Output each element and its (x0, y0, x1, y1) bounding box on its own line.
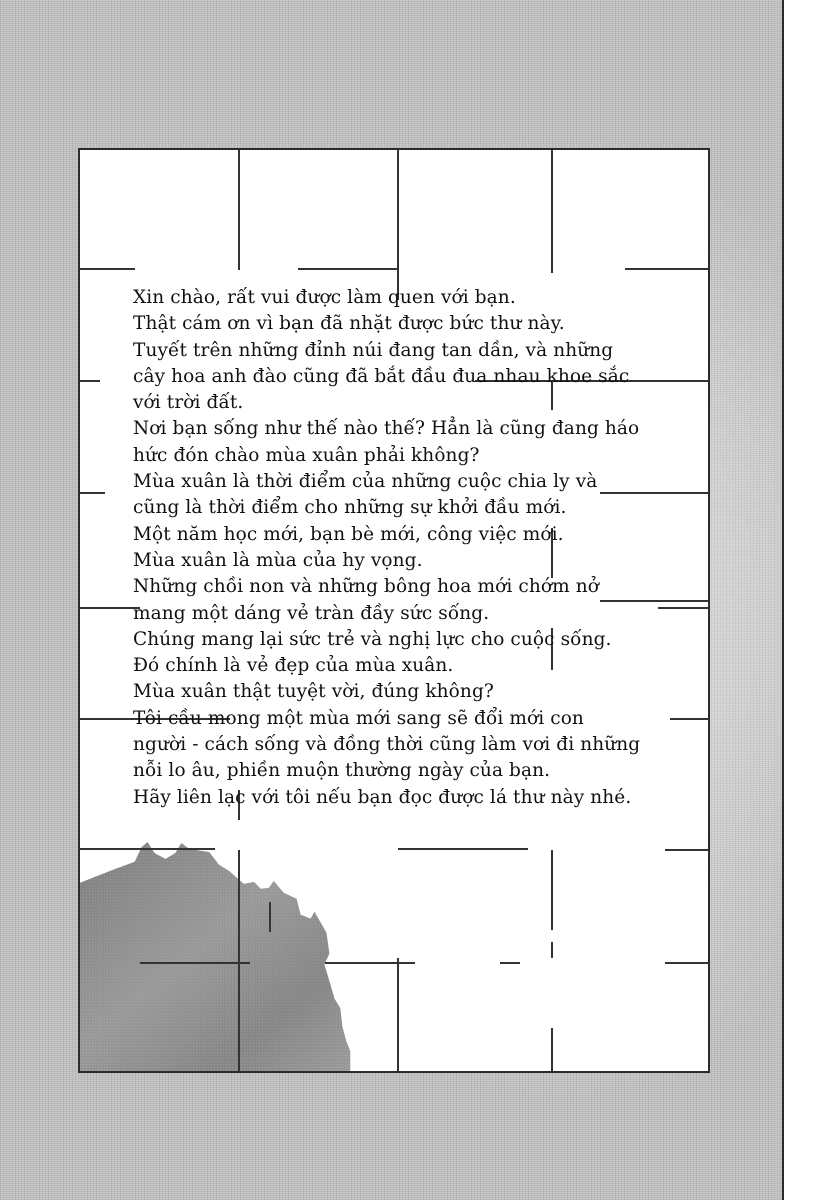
grid-line (665, 962, 710, 964)
page-border-rule (782, 0, 784, 1200)
letter-line: Mùa xuân là thời điểm của những cuộc chia ly và (133, 471, 598, 493)
letter-line: Nơi bạn sống như thế nào thế? Hẳn là cũng đang háo (133, 418, 640, 440)
grid-line (551, 850, 553, 910)
grid-line (80, 848, 215, 850)
letter-line: Xin chào, rất vui được làm quen với bạn. (133, 287, 516, 308)
grid-line (708, 150, 710, 1073)
letter-line: Chúng mang lại sức trẻ và nghị lực cho cuộc sống. (133, 628, 612, 650)
letter-line: Mùa xuân là mùa của hy vọng. (133, 549, 423, 571)
grid-line (269, 902, 271, 932)
grid-line (551, 1028, 553, 1073)
letter-line: Thật cám ơn vì bạn đã nhặt được bức thư này. (133, 313, 565, 335)
grid-line (551, 150, 553, 273)
letter-line: Một năm học mới, bạn bè mới, công việc mới. (133, 523, 564, 545)
grid-line (397, 150, 399, 300)
letter-line: Mùa xuân thật tuyệt vời, đúng không? (133, 681, 494, 703)
grid-line (551, 942, 553, 958)
letter-line: Những chồi non và những bông hoa mới chớm nở (133, 576, 599, 598)
grid-line (397, 958, 399, 1073)
page-margin-right (784, 0, 831, 1200)
grid-line (298, 268, 398, 270)
grid-line (238, 150, 240, 270)
grid-line (80, 492, 105, 494)
grid-line (500, 962, 520, 964)
letter-line: hức đón chào mùa xuân phải không? (133, 444, 480, 466)
letter-line: cũng là thời điểm cho những sự khởi đầu mới. (133, 497, 567, 519)
letter-line: Đó chính là vẻ đẹp của mùa xuân. (133, 655, 454, 677)
letter-line: nỗi lo âu, phiền muộn thường ngày của bạn. (133, 760, 551, 782)
letter-line: Hãy liên lạc với tôi nếu bạn đọc được lá thư này nhé. (133, 786, 632, 808)
letter-line: Tôi cầu mong một mùa mới sang sẽ đổi mới con (133, 707, 584, 729)
letter-line: mang một dáng vẻ tràn đầy sức sống. (133, 602, 490, 624)
grid-line (325, 962, 415, 964)
grid-line (80, 380, 100, 382)
letter-line: người - cách sống và đồng thời cũng làm vơi đi những (133, 734, 641, 756)
grid-line (140, 962, 250, 964)
grid-line (625, 268, 710, 270)
letter-line: với trời đất. (133, 392, 244, 414)
letter-line: Tuyết trên những đỉnh núi đang tan dần, và những (133, 339, 614, 361)
letter-line: cây hoa anh đào cũng đã bắt đầu đua nhau khoe sắc (133, 365, 630, 387)
grid-line (398, 848, 528, 850)
grid-line (80, 268, 135, 270)
letter-panel (78, 148, 710, 1073)
letter-text (133, 285, 693, 811)
grid-line (80, 607, 140, 609)
grid-line (665, 849, 710, 851)
